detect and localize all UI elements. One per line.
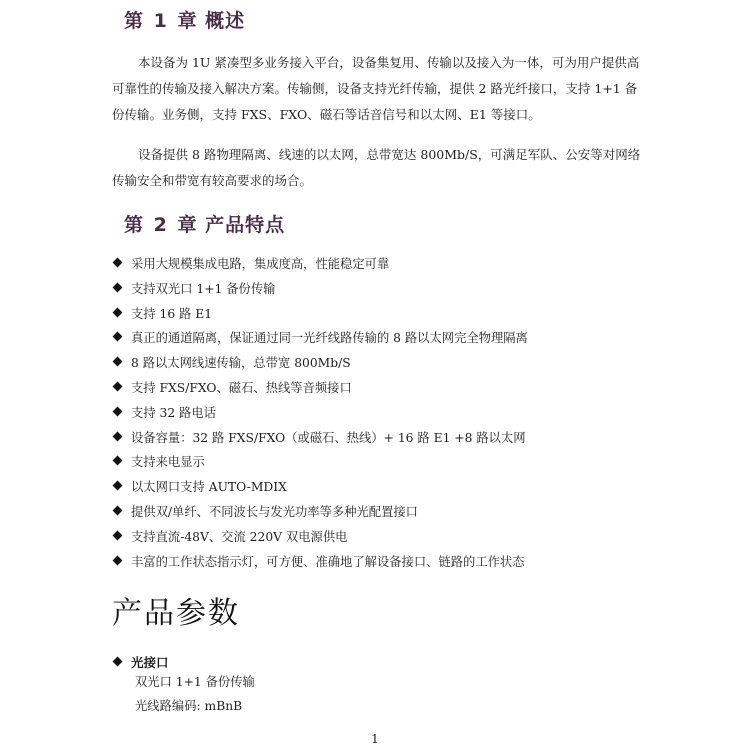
feature-text: 支持 32 路电话	[131, 405, 216, 420]
diamond-bullet-icon	[113, 530, 123, 540]
feature-text: 以太网口支持 AUTO-MDIX	[131, 480, 287, 495]
overview-paragraph-1-text: 本设备为 1U 紧凑型多业务接入平台，设备集复用、传输以及接入为一体，可为用户提供高可靠性的传输及接入解决方案。传输侧，设备支持光纤传输，提供 2 路光纤接口，支持 1+1 备份传输。业务侧，支持 FXS、FXO、磁石等话音信号和以太网、E1 等接口。	[112, 55, 640, 122]
diamond-bullet-icon	[113, 258, 123, 268]
feature-text: 支持来电显示	[131, 455, 205, 470]
diamond-bullet-icon	[113, 481, 123, 491]
chapter-1-number: 1	[153, 10, 168, 32]
diamond-bullet-icon	[113, 307, 123, 317]
feature-item	[114, 450, 528, 475]
feature-list	[114, 252, 528, 574]
overview-paragraph-2	[112, 142, 642, 194]
feature-text: 采用大规模集成电路，集成度高，性能稳定可靠	[131, 257, 390, 271]
feature-text: 8 路以太网线速传输，总带宽 800Mb/S	[131, 356, 351, 371]
feature-text: 提供双/单纤、不同波长与发光功率等多种光配置接口	[131, 504, 418, 519]
feature-item	[114, 302, 528, 327]
feature-item	[114, 277, 528, 302]
feature-item	[114, 475, 528, 500]
diamond-bullet-icon	[113, 657, 123, 667]
diamond-bullet-icon	[113, 332, 123, 342]
chapter-1-title: 章 概述	[177, 10, 246, 32]
feature-item	[114, 426, 528, 451]
diamond-bullet-icon	[113, 382, 123, 392]
feature-text: 支持 16 路 E1	[131, 306, 213, 321]
chapter-2-prefix: 第	[124, 214, 145, 236]
overview-paragraph-1	[112, 50, 642, 128]
diamond-bullet-icon	[113, 506, 123, 516]
chapter-2-heading	[124, 210, 285, 237]
diamond-bullet-icon	[113, 282, 123, 292]
overview-paragraph-2-text: 设备提供 8 路物理隔离、线速的以太网，总带宽达 800Mb/S，可满足军队、公安等对网络传输安全和带宽有较高要求的场合。	[112, 147, 641, 188]
feature-item	[114, 351, 528, 376]
chapter-2-title: 章 产品特点	[177, 214, 286, 236]
page-number: 1	[371, 732, 379, 746]
feature-text: 丰富的工作状态指示灯，可方便、准确地了解设备接口、链路的工作状态	[131, 554, 525, 569]
feature-text: 真正的通道隔离，保证通过同一光纤线路传输的 8 路以太网完全物理隔离	[131, 331, 528, 346]
diamond-bullet-icon	[113, 357, 123, 367]
optical-param-line-2: 光线路编码: mBnB	[135, 699, 243, 713]
feature-item	[114, 252, 528, 277]
optical-param-line-1: 双光口 1+1 备份传输	[135, 675, 255, 689]
diamond-bullet-icon	[113, 431, 123, 441]
feature-item	[114, 525, 528, 550]
diamond-bullet-icon	[113, 456, 123, 466]
diamond-bullet-icon	[113, 555, 123, 565]
feature-text: 设备容量：32 路 FXS/FXO（或磁石、热线）+ 16 路 E1 +8 路以太网	[131, 430, 526, 445]
feature-item	[114, 326, 528, 351]
chapter-2-number: 2	[153, 214, 168, 236]
feature-text: 支持双光口 1+1 备份传输	[131, 281, 276, 296]
feature-item	[114, 550, 528, 575]
diamond-bullet-icon	[113, 406, 123, 416]
chapter-1-heading	[124, 6, 245, 33]
feature-item	[114, 376, 528, 401]
product-params-title: 产品参数	[112, 596, 240, 631]
chapter-1-prefix: 第	[124, 10, 145, 32]
feature-text: 支持直流-48V、交流 220V 双电源供电	[131, 529, 348, 544]
feature-text: 支持 FXS/FXO、磁石、热线等音频接口	[131, 380, 352, 395]
feature-item	[114, 500, 528, 525]
optical-interface-label: 光接口	[131, 655, 169, 670]
feature-item	[114, 401, 528, 426]
